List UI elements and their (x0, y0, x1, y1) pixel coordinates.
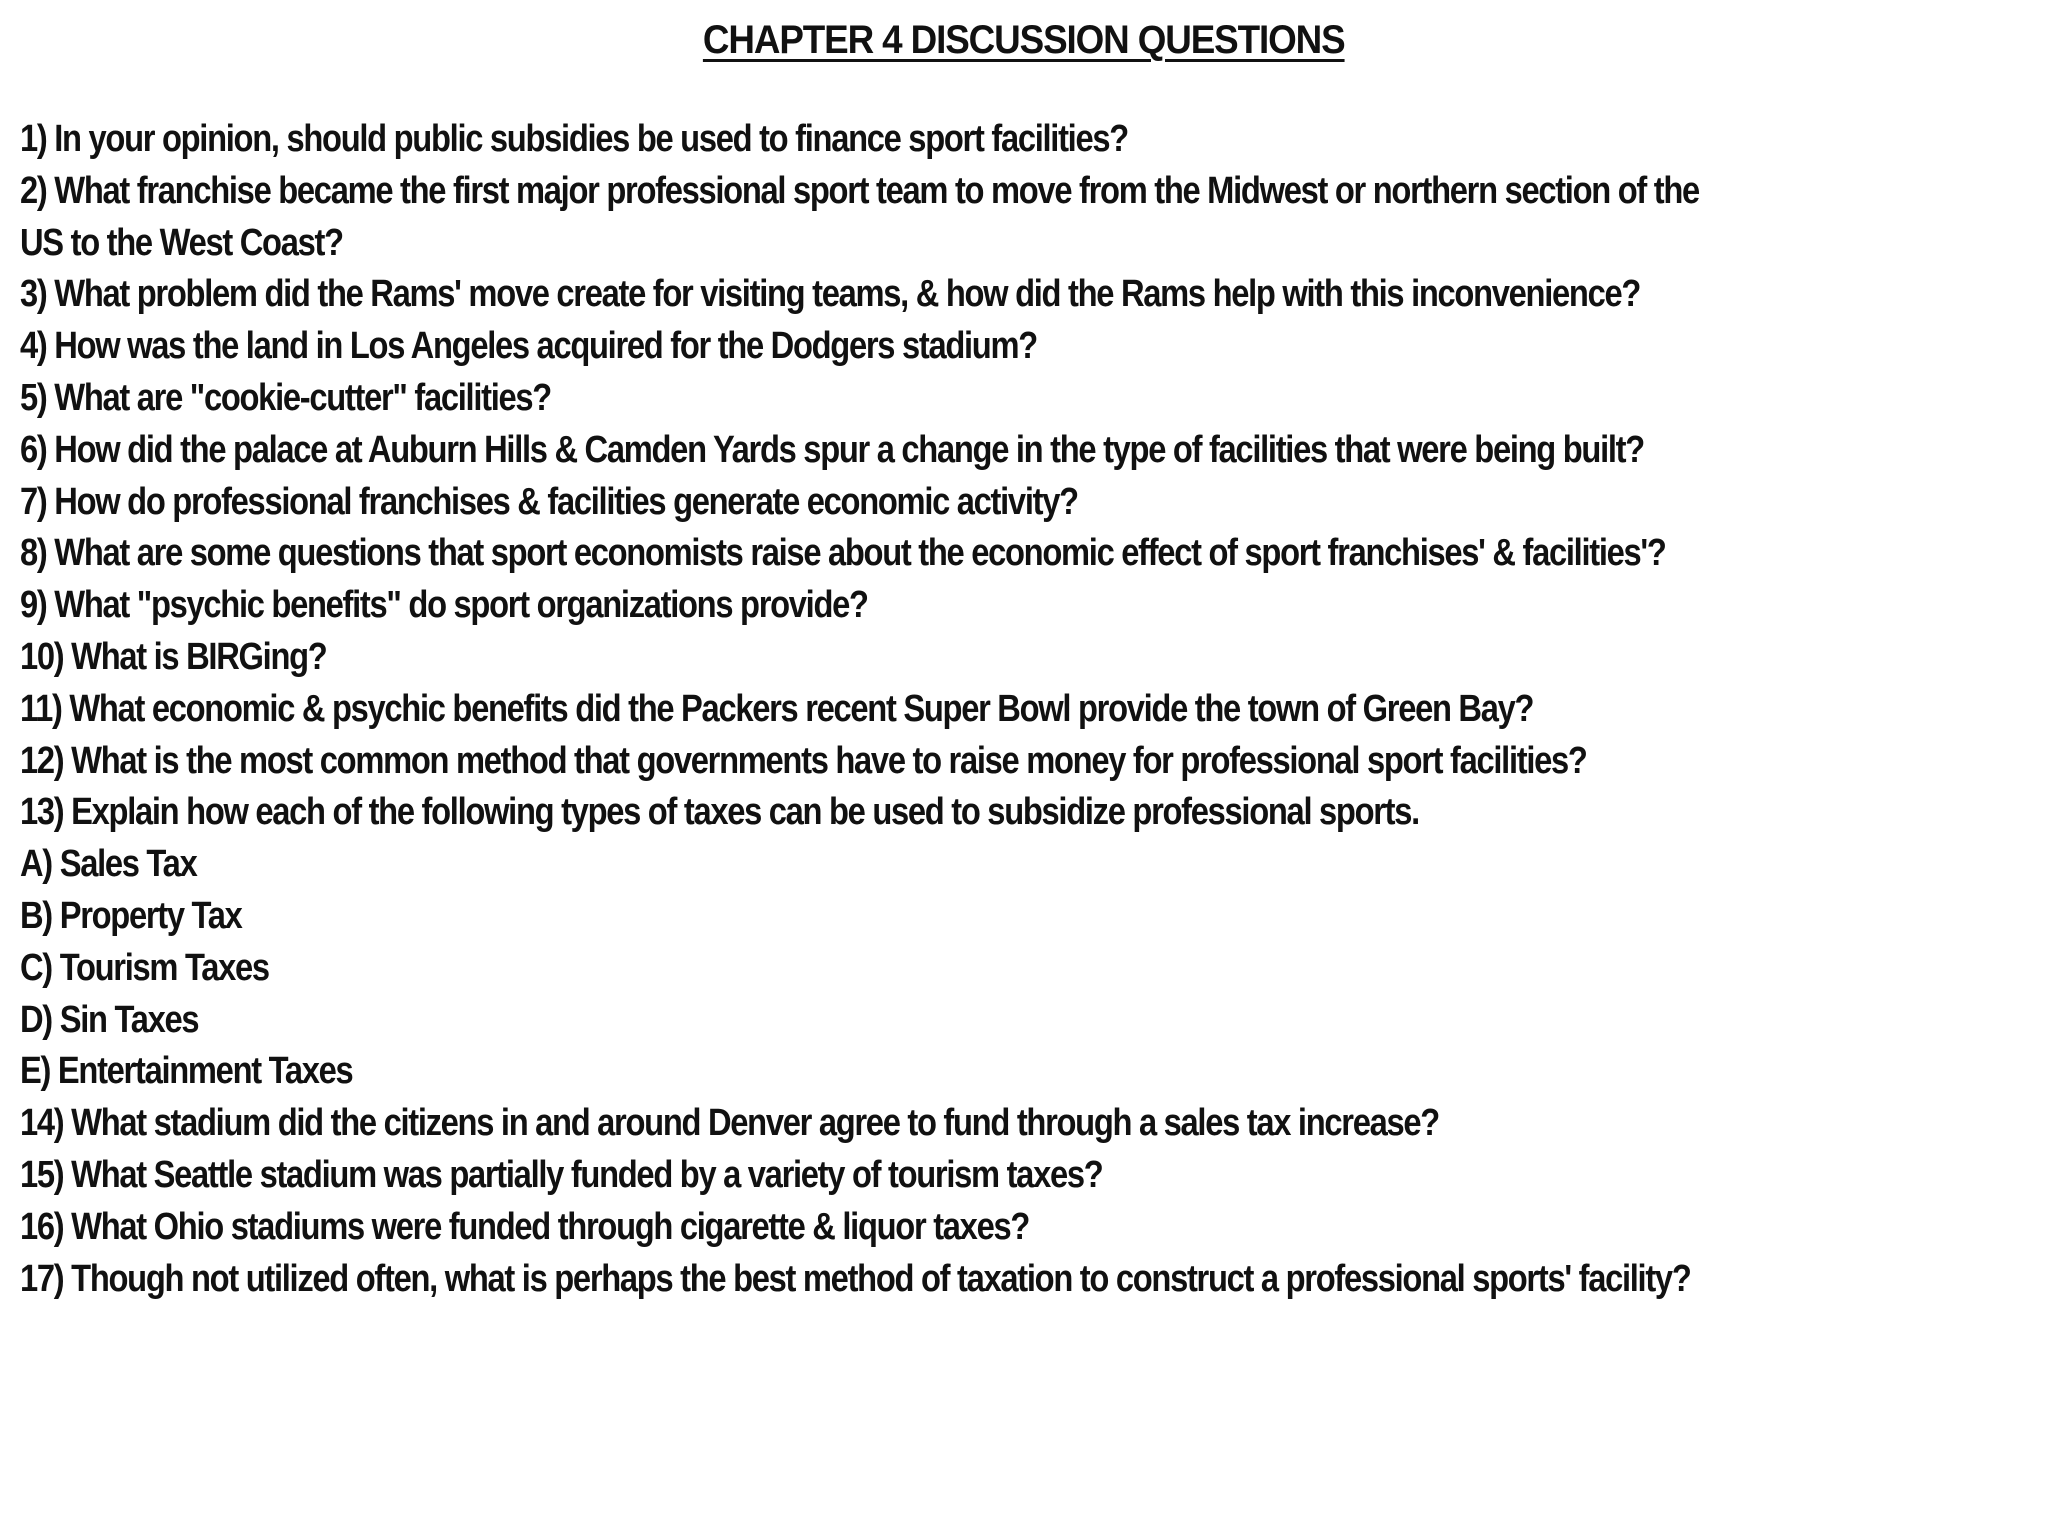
question-16: 16) What Ohio stadiums were funded through cigarette & liquor taxes? (20, 1205, 1030, 1248)
question-15: 15) What Seattle stadium was partially funded by a variety of tourism taxes? (20, 1153, 1103, 1196)
question-2-continued: US to the West Coast? (20, 221, 343, 264)
question-13-item-c: C) Tourism Taxes (20, 946, 269, 989)
question-13-item-b: B) Property Tax (20, 894, 242, 937)
question-3: 3) What problem did the Rams' move create for visiting teams, & how did the Rams help with this inconvenience? (20, 273, 1641, 316)
question-12: 12) What is the most common method that governments have to raise money for professional sport facilities? (20, 739, 1587, 782)
question-14: 14) What stadium did the citizens in and around Denver agree to fund through a sales tax increase? (20, 1102, 1439, 1145)
question-6: 6) How did the palace at Auburn Hills & Camden Yards spur a change in the type of facilities that were being built? (20, 428, 1644, 471)
question-13: 13) Explain how each of the following types of taxes can be used to subsidize professional sports. (20, 791, 1419, 834)
question-10: 10) What is BIRGing? (20, 635, 327, 678)
question-13-item-d: D) Sin Taxes (20, 998, 199, 1041)
page-title (0, 14, 2048, 66)
question-17: 17) Though not utilized often, what is perhaps the best method of taxation to construct a professional sports' facility? (20, 1257, 1691, 1300)
question-2: 2) What franchise became the first major professional sport team to move from the Midwest or northern section of the (20, 169, 1699, 212)
question-13-item-a: A) Sales Tax (20, 843, 197, 886)
question-4: 4) How was the land in Los Angeles acquired for the Dodgers stadium? (20, 325, 1037, 368)
question-13-item-e: E) Entertainment Taxes (20, 1050, 353, 1093)
question-9: 9) What "psychic benefits" do sport organizations provide? (20, 584, 868, 627)
question-5: 5) What are "cookie-cutter" facilities? (20, 376, 551, 419)
question-1: 1) In your opinion, should public subsidies be used to finance sport facilities? (20, 118, 1128, 160)
question-11: 11) What economic & psychic benefits did the Packers recent Super Bowl provide the town of Green Bay? (20, 687, 1534, 730)
page-title-text: CHAPTER 4 DISCUSSION QUESTIONS (703, 18, 1345, 62)
question-list (20, 114, 2030, 1305)
question-7: 7) How do professional franchises & facilities generate economic activity? (20, 480, 1078, 523)
question-8: 8) What are some questions that sport economists raise about the economic effect of sport franchises' & facilities'? (20, 532, 1666, 575)
